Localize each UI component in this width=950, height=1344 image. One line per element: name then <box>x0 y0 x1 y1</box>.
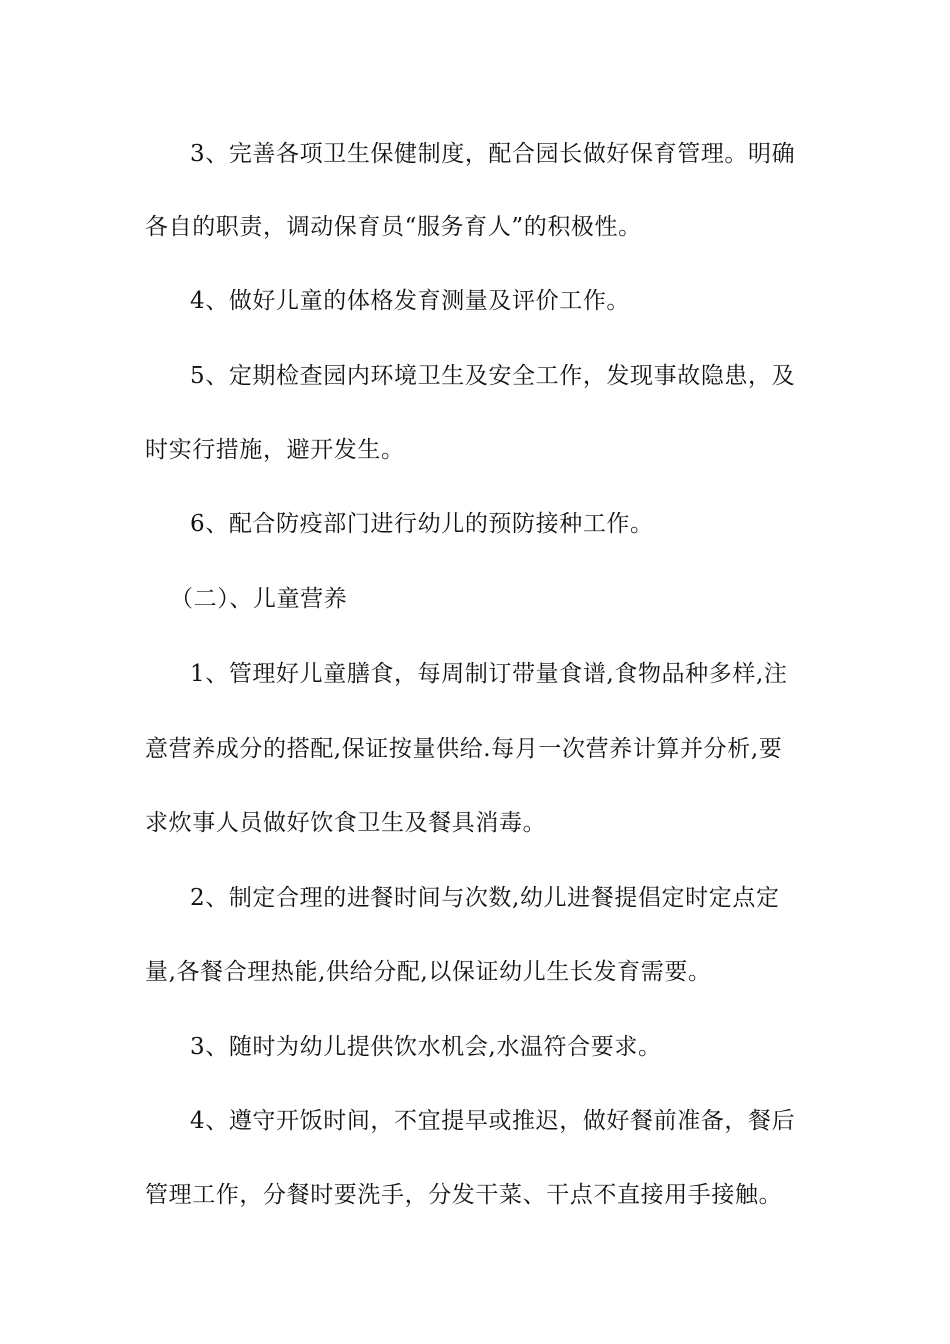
paragraph-line: 2、制定合理的进餐时间与次数,幼儿进餐提倡定时定点定 <box>190 885 780 911</box>
paragraph-line: 管理工作，分餐时要洗手，分发干菜、干点不直接用手接触。 <box>145 1182 783 1208</box>
paragraph-line: 各自的职责，调动保育员“服务育人”的积极性。 <box>145 214 642 240</box>
paragraph-line: 时实行措施，避开发生。 <box>145 437 405 463</box>
paragraph-line: 6、配合防疫部门进行幼儿的预防接种工作。 <box>190 511 654 537</box>
paragraph-line: 3、随时为幼儿提供饮水机会,水温符合要求。 <box>190 1034 662 1060</box>
paragraph-line: 4、遵守开饭时间，不宜提早或推迟，做好餐前准备，餐后 <box>190 1108 796 1134</box>
paragraph-line: 1、管理好儿童膳食，每周制订带量食谱,食物品种多样,注 <box>190 661 788 687</box>
paragraph-line: 4、做好儿童的体格发育测量及评价工作。 <box>190 288 631 314</box>
paragraph-line: 5、定期检查园内环境卫生及安全工作，发现事故隐患，及 <box>190 363 796 389</box>
paragraph-line: 求炊事人员做好饮食卫生及餐具消毒。 <box>145 810 547 836</box>
paragraph-line: 量,各餐合理热能,供给分配,以保证幼儿生长发育需要。 <box>145 959 712 985</box>
paragraph-line: 意营养成分的搭配,保证按量供给.每月一次营养计算并分析,要 <box>145 736 783 762</box>
paragraph-line: 3、完善各项卫生保健制度，配合园长做好保育管理。明确 <box>190 141 796 167</box>
section-heading: （二）、儿童营养 <box>170 586 348 612</box>
